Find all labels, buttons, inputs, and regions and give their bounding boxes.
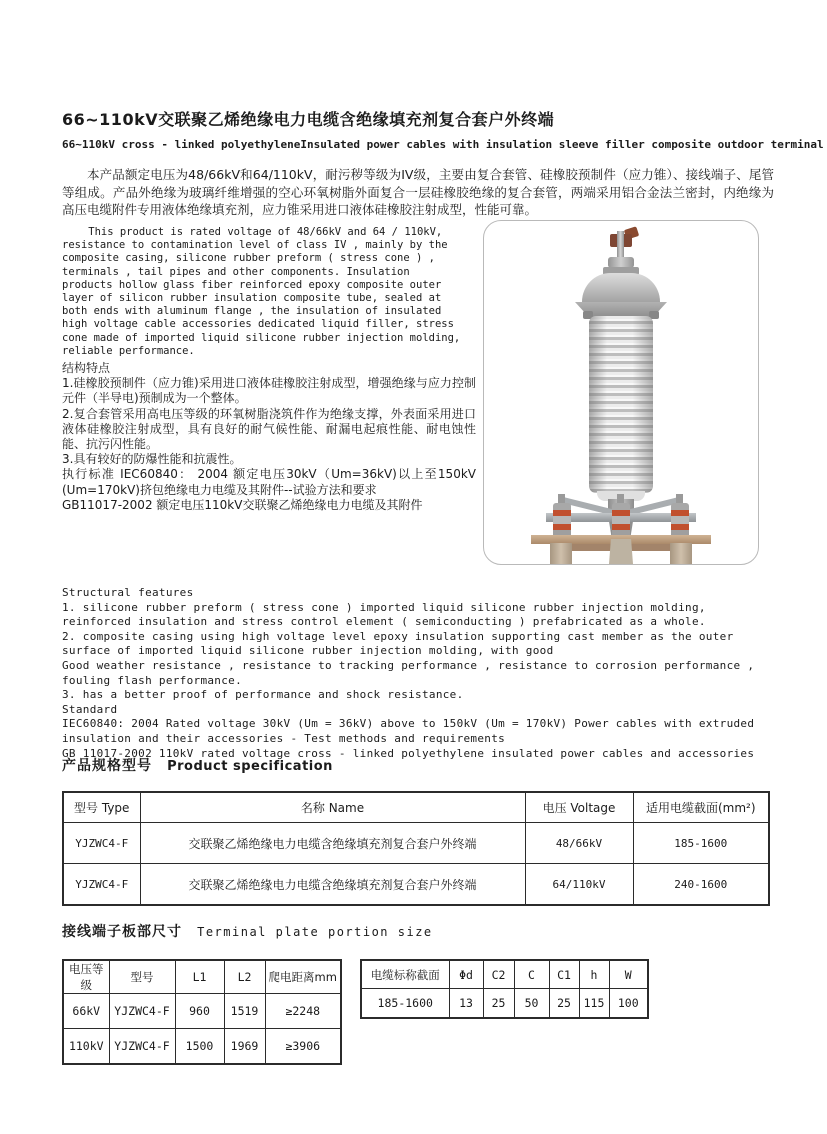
features-zh-line: 3.具有较好的防爆性能和抗震性。 — [62, 452, 242, 467]
features-en-line: 2. composite casing using high voltage level epoxy insulation supporting cast member as the outer surface of imported liquid silicone rubber injection molding, with good — [62, 629, 734, 658]
terminal-dimensions-table — [62, 959, 342, 1065]
terminal-ribbed-insulator-body — [589, 316, 653, 493]
terminal-top-pin — [617, 231, 624, 259]
cell-creepage: ≥2248 — [265, 994, 341, 1029]
cell-voltage-class: 110kV — [63, 1029, 109, 1065]
page-title-chinese: 66~110kV交联聚乙烯绝缘电力电缆含绝缘填充剂复合套户外终端 — [62, 110, 555, 129]
terminal-heading-chinese: 接线端子板部尺寸 — [62, 924, 182, 940]
support-insulator-center — [612, 503, 630, 539]
features-en-line: 3. has a better proof of performance and shock resistance. — [62, 688, 464, 702]
features-en-line: 1. silicone rubber preform ( stress cone ) imported liquid silicone rubber injection molding, reinforced insulation and stress control element ( semiconducting ) prefabricated as a whole. — [62, 600, 706, 629]
col-header-voltage: 电压 Voltage — [525, 792, 633, 823]
features-en-line: IEC60840: 2004 Rated voltage 30kV (Um = 36kV) above to 150kV (Um = 170kV) Power cables with extruded insulation and their accessories - Test methods and requirements — [62, 717, 755, 745]
table-header-row — [361, 960, 648, 989]
col-header-phi-d: Φd — [449, 960, 483, 989]
col-header-c1: C1 — [549, 960, 579, 989]
page-title-english: 66~110kV cross - linked polyethyleneInsulated power cables with insulation sleeve filler composite outdoor terminal — [62, 138, 824, 151]
product-photo — [483, 220, 759, 565]
intro-paragraph-chinese: 本产品额定电压为48/66kV和64/110kV，耐污秽等级为IV级，主要由复合套管、硅橡胶预制件（应力锥）、接线端子、尾管等组成。产品外绝缘为玻璃纤维增强的空心环氧树脂外面复合一层硅橡胶绝缘的复合套管，两端采用铝合金法兰密封，内绝缘为高压电缆附件专用液体绝缘填充剂，应力锥采用进口液体硅橡胶注射成型，性能可靠。 — [62, 167, 774, 217]
cell-l1: 960 — [175, 994, 224, 1029]
cell-c: 50 — [514, 989, 549, 1019]
support-insulator-left — [553, 503, 571, 539]
col-header-c: C — [514, 960, 549, 989]
cell-h: 115 — [579, 989, 609, 1019]
table-row — [63, 864, 769, 906]
table-header-row — [63, 960, 341, 994]
col-header-w: W — [609, 960, 648, 989]
cell-w: 100 — [609, 989, 648, 1019]
spec-section-heading — [62, 755, 333, 775]
col-header-l1: L1 — [175, 960, 224, 994]
terminal-leg-left — [550, 543, 572, 565]
col-header-l2: L2 — [224, 960, 265, 994]
table-row — [63, 1029, 341, 1065]
col-header-nominal-section: 电缆标称截面 — [361, 960, 449, 989]
col-header-c2: C2 — [483, 960, 514, 989]
structural-features-chinese — [62, 361, 476, 513]
col-header-creepage: 爬电距离mm — [265, 960, 341, 994]
terminal-section-heading — [62, 921, 433, 941]
support-insulator-right — [671, 503, 689, 539]
product-specification-table — [62, 791, 770, 906]
table-row — [63, 823, 769, 864]
features-zh-line: 执行标准 IEC60840： 2004 额定电压30kV（Um=36kV)以上至150kV (Um=170kV)挤包绝缘电力电缆及其附件--试验方法和要求 — [62, 467, 476, 497]
table-row — [361, 989, 648, 1019]
cell-l2: 1969 — [224, 1029, 265, 1065]
features-en-line: Good weather resistance , resistance to tracking performance , resistance to corrosion performance , fouling flash performance. — [62, 658, 755, 687]
table-header-row — [63, 792, 769, 823]
intro-paragraph-english: This product is rated voltage of 48/66kV and 64 / 110kV, resistance to contamination level of class IV , mainly by the composite casing, silicone rubber preform ( stress cone ) , terminals , tail pipes and other components. Insulation products hollow glass fiber reinforced epoxy composite outer layer of silicon rubber insulation composite tube, sealed at both ends with aluminum flange , the insulation of insulated high voltage cable accessories dedicated liquid filler, stress cone made of imported liquid silicone rubber injection molding, reliable performance. — [62, 226, 461, 357]
features-en-line: GB 11017-2002 110kV rated voltage cross - linked polyethylene insulated power cables and accessories — [62, 746, 755, 760]
terminal-leg-right — [670, 543, 692, 565]
terminal-leg-center — [609, 539, 633, 564]
col-header-h: h — [579, 960, 609, 989]
col-header-name: 名称 Name — [140, 792, 525, 823]
cell-name: 交联聚乙烯绝缘电力电缆含绝缘填充剂复合套户外终端 — [140, 823, 525, 864]
cell-type: YJZWC4-F — [63, 864, 140, 906]
col-header-section: 适用电缆截面(mm²) — [633, 792, 769, 823]
cell-section: 240-1600 — [633, 864, 769, 906]
features-en-line: Standard — [62, 702, 118, 716]
terminal-heading-english: Terminal plate portion size — [197, 925, 433, 939]
features-zh-line: GB11017-2002 额定电压110kV交联聚乙烯绝缘电力电缆及其附件 — [62, 497, 423, 512]
cell-type: YJZWC4-F — [63, 823, 140, 864]
cell-l1: 1500 — [175, 1029, 224, 1065]
features-zh-line: 1.硅橡胶预制件（应力锥)采用进口液体硅橡胶注射成型，增强绝缘与应力控制元件（半导电)预制成为一个整体。 — [62, 376, 476, 406]
table-row — [63, 994, 341, 1029]
cell-voltage: 48/66kV — [525, 823, 633, 864]
cell-model: YJZWC4-F — [109, 994, 175, 1029]
col-header-model: 型号 — [109, 960, 175, 994]
cell-l2: 1519 — [224, 994, 265, 1029]
cell-model: YJZWC4-F — [109, 1029, 175, 1065]
cable-section-dimensions-table — [360, 959, 649, 1019]
cell-name: 交联聚乙烯绝缘电力电缆含绝缘填充剂复合套户外终端 — [140, 864, 525, 906]
cell-phi-d: 13 — [449, 989, 483, 1019]
spec-heading-chinese: 产品规格型号 — [62, 758, 152, 774]
col-header-type: 型号 Type — [63, 792, 140, 823]
cell-voltage: 64/110kV — [525, 864, 633, 906]
spec-heading-english: Product specification — [167, 759, 333, 774]
cell-c2: 25 — [483, 989, 514, 1019]
features-zh-heading: 结构特点 — [62, 361, 111, 375]
cell-voltage-class: 66kV — [63, 994, 109, 1029]
features-en-heading: Structural features — [62, 586, 194, 599]
col-header-voltage-class: 电压等级 — [63, 960, 109, 994]
cell-nominal-section: 185-1600 — [361, 989, 449, 1019]
cell-section: 185-1600 — [633, 823, 769, 864]
cell-creepage: ≥3906 — [265, 1029, 341, 1065]
features-zh-line: 2.复合套管采用高电压等级的环氧树脂浇筑件作为绝缘支撑，外表面采用进口液体硅橡胶注射成型，具有良好的耐气候性能、耐漏电起痕性能、耐电蚀性能、抗污闪性能。 — [62, 406, 476, 452]
cell-c1: 25 — [549, 989, 579, 1019]
structural-features-english — [62, 586, 778, 761]
